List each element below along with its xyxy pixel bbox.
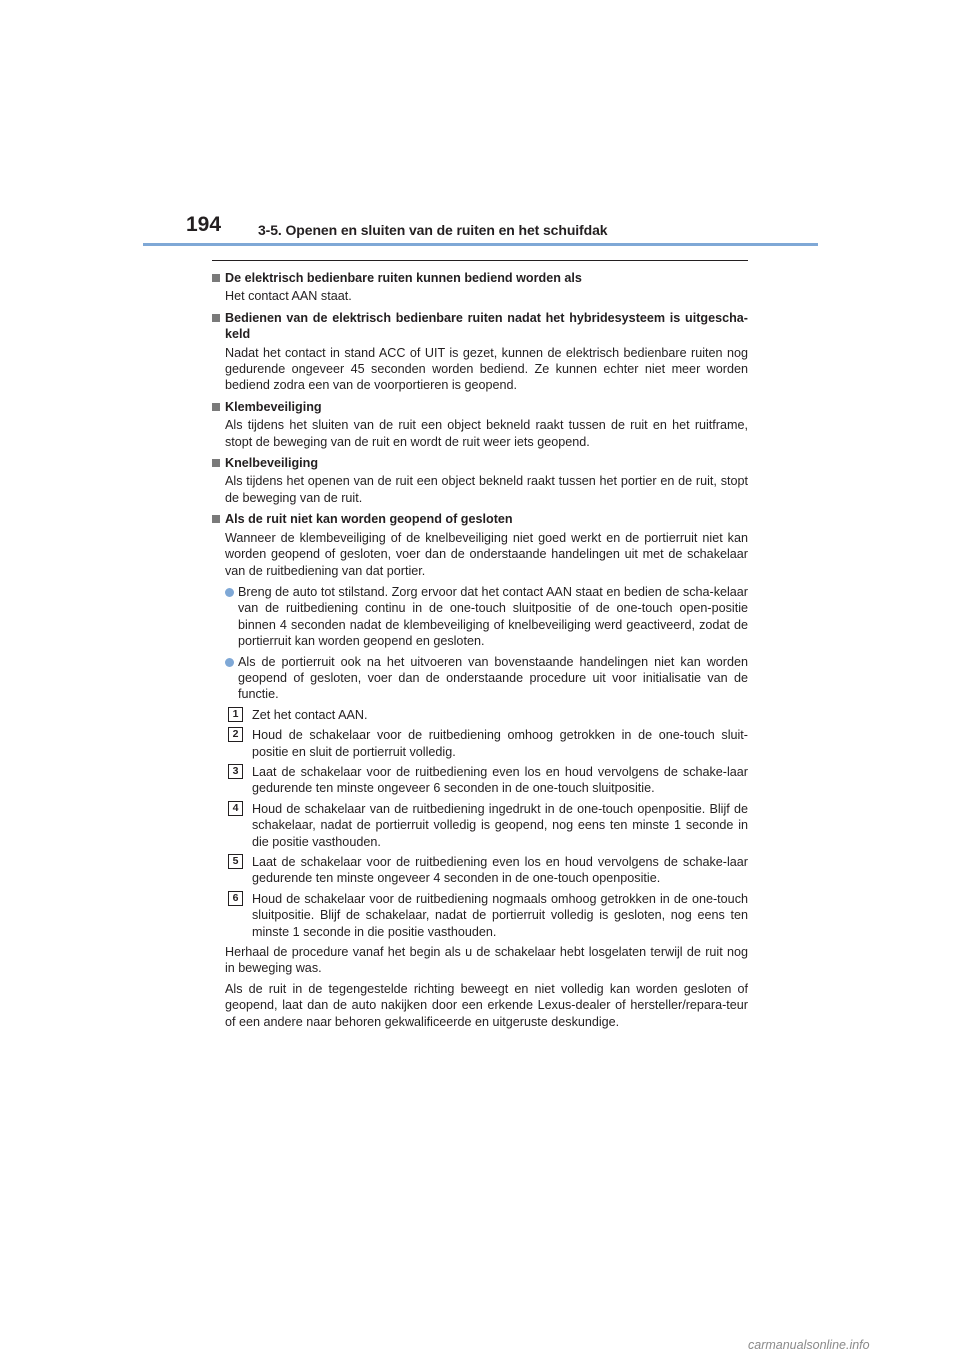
step-item bbox=[212, 707, 748, 723]
trailing-paragraph: Als de ruit in de tegengestelde richting beweegt en niet volledig kan worden gesloten of geopend, laat dan de auto nakijken door een erkende Lexus-dealer of hersteller/repara-teur of een andere naar behoren gekwalificeerde en uitgeruste deskundige. bbox=[225, 981, 748, 1029]
step-text: Laat de schakelaar voor de ruitbediening even los en houd vervolgens de schake-laar gedurende ten minste ongeveer 6 seconden in de one-touch sluitpositie. bbox=[252, 764, 748, 796]
content-rule bbox=[212, 260, 748, 261]
square-bullet-icon bbox=[212, 314, 220, 322]
step-text: Houd de schakelaar voor de ruitbediening nogmaals omhoog getrokken in de one-touch sluitpositie. Blijf de schakelaar, nadat de portierruit volledig is gesloten, nog eens ten minste 1 seconde in die positie vasthouden. bbox=[252, 891, 748, 939]
square-bullet-icon bbox=[212, 403, 220, 411]
step-item bbox=[212, 801, 748, 850]
step-number-badge: 4 bbox=[228, 801, 243, 816]
chapter-title: 3-5. Openen en sluiten van de ruiten en het schuifdak bbox=[258, 222, 608, 238]
step-number-badge: 2 bbox=[228, 727, 243, 742]
section-after-shutdown bbox=[212, 310, 748, 394]
square-bullet-icon bbox=[212, 274, 220, 282]
step-item bbox=[212, 764, 748, 797]
watermark: carmanualsonline.info bbox=[748, 1338, 870, 1352]
trailing-paragraph: Herhaal de procedure vanaf het begin als u de schakelaar hebt losgelaten terwijl de ruit nog in beweging was. bbox=[225, 945, 748, 976]
section-jam-protection bbox=[212, 399, 748, 450]
step-item bbox=[212, 854, 748, 887]
section-body: Nadat het contact in stand ACC of UIT is gezet, kunnen de elektrisch bedienbare ruiten nog gedurende ongeveer 45 seconden worden bediend. Ze kunnen echter niet meer worden bediend zodra een van de voorportieren is geopend. bbox=[225, 345, 748, 393]
step-text: Laat de schakelaar voor de ruitbediening even los en houd vervolgens de schake-laar gedurende ten minste ongeveer 4 seconden in de one-touch openpositie. bbox=[252, 855, 748, 886]
section-pinch-protection bbox=[212, 455, 748, 506]
square-bullet-icon bbox=[212, 515, 220, 523]
square-bullet-icon bbox=[212, 459, 220, 467]
step-number-badge: 3 bbox=[228, 764, 243, 779]
step-number-badge: 1 bbox=[228, 707, 243, 722]
step-item bbox=[212, 891, 748, 940]
header-rule bbox=[143, 243, 818, 246]
section-window-fails bbox=[212, 511, 748, 579]
section-conditions bbox=[212, 270, 748, 305]
section-heading: Knelbeveiliging bbox=[212, 455, 748, 471]
section-body: Wanneer de klembeveiliging of de knelbeveiliging niet goed werkt en de portierruit niet kan worden geopend of gesloten, voer dan de onderstaande handelingen uit met de schakelaar van de ruitbediening van dat portier. bbox=[225, 530, 748, 578]
bullet-item: Als de portierruit ook na het uitvoeren van bovenstaande handelingen niet kan worden geopend of gesloten, voer dan de onderstaande procedure uit voor initialisatie van de functie. bbox=[212, 654, 748, 703]
step-text: Houd de schakelaar van de ruitbediening ingedrukt in de one-touch openpositie. Blijf de schakelaar, nadat de portierruit volledig is geopend, nog eens ten minste 1 seconde in die positie vasthouden. bbox=[252, 801, 748, 849]
section-body: Als tijdens het openen van de ruit een object bekneld raakt tussen het portier en de ruit, stopt de beweging van de ruit. bbox=[225, 474, 748, 505]
section-heading: Klembeveiliging bbox=[212, 399, 748, 415]
bullet-item: Breng de auto tot stilstand. Zorg ervoor dat het contact AAN staat en bedien de scha-kelaar van de ruitbediening continu in de one-touch sluitpositie of de one-touch open-positie binnen 4 seconden nadat de klembeveiliging of knelbeveiliging werd geactiveerd, zodat de portierruit kan worden geopend en gesloten. bbox=[212, 584, 748, 650]
circle-bullet-icon bbox=[225, 658, 234, 667]
step-item bbox=[212, 727, 748, 760]
step-number-badge: 5 bbox=[228, 854, 243, 869]
section-body: Het contact AAN staat. bbox=[225, 289, 352, 304]
circle-bullet-icon bbox=[225, 588, 234, 597]
step-text: Zet het contact AAN. bbox=[252, 707, 368, 722]
section-heading: Bedienen van de elektrisch bedienbare ruiten nadat het hybridesysteem is uitgescha-keld bbox=[212, 310, 748, 343]
content-body bbox=[212, 270, 748, 1034]
step-number-badge: 6 bbox=[228, 891, 243, 906]
step-text: Houd de schakelaar voor de ruitbediening omhoog getrokken in de one-touch sluit-positie en sluit de portierruit volledig. bbox=[252, 728, 748, 759]
page-number: 194 bbox=[186, 213, 222, 236]
section-body: Als tijdens het sluiten van de ruit een object bekneld raakt tussen de ruit en het ruitframe, stopt de beweging van de ruit en wordt de ruit weer iets geopend. bbox=[225, 418, 748, 449]
section-heading: De elektrisch bedienbare ruiten kunnen bediend worden als bbox=[212, 270, 748, 286]
section-heading: Als de ruit niet kan worden geopend of gesloten bbox=[212, 511, 748, 527]
